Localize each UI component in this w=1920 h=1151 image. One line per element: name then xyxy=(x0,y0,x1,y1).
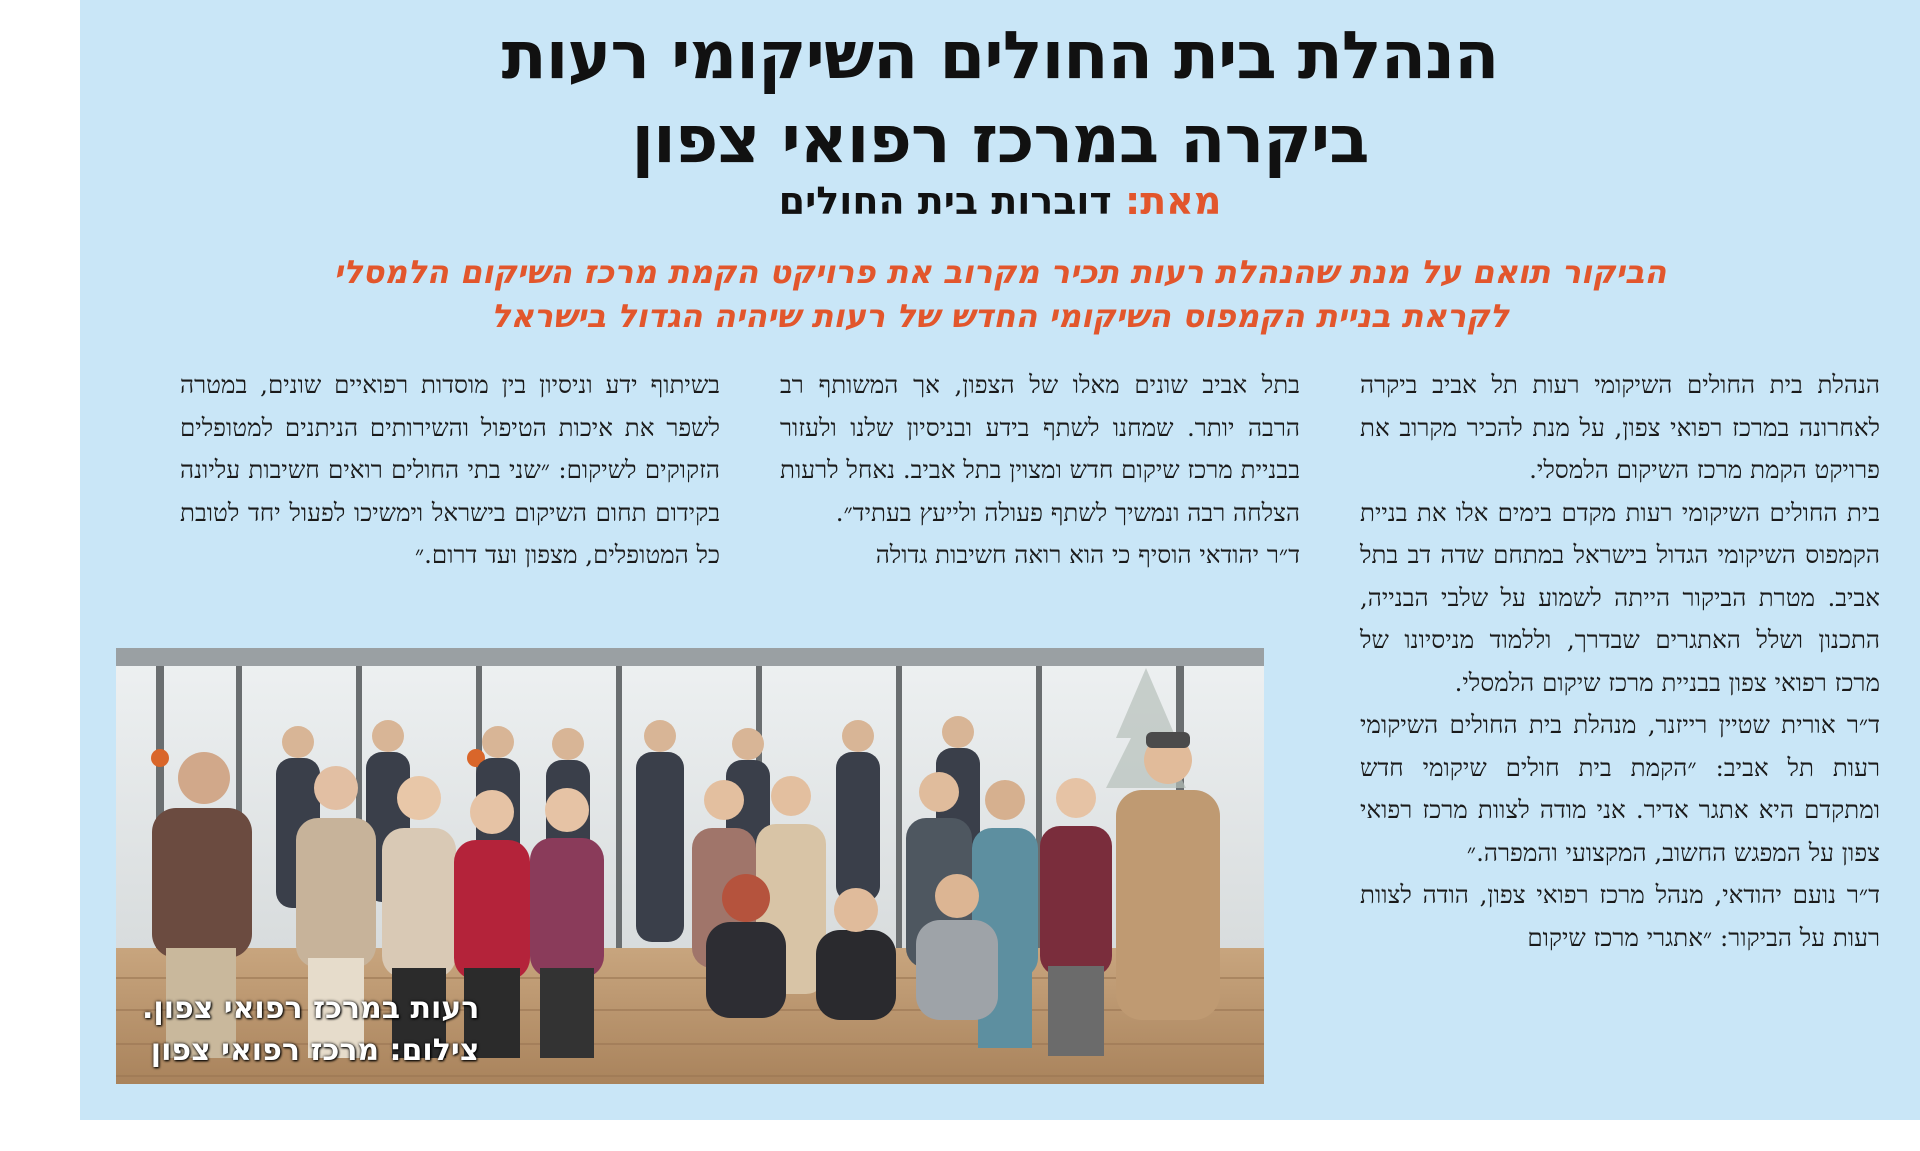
photo-caption-credit: צילום: מרכז רפואי צפון xyxy=(150,1033,480,1068)
headline-line-2: ביקרה במרכז רפואי צפון xyxy=(631,101,1369,178)
lede xyxy=(200,250,1800,338)
byline-author: דוברות בית החולים xyxy=(778,179,1112,223)
body-paragraph: בשיתוף ידע וניסיון בין מוסדות רפואיים שונים, במטרה לשפר את איכות הטיפול והשירותים הניתנים למטופלים הזקוקים לשיקום: ״שני בתי החולים רואים חשיבות עליונה בקידום תחום השיקום בישראל וימשיכו לפעול יחד לטובת כל המטופלים, מצפון ועד דרום.״ xyxy=(180,370,720,569)
photo-caption-line-1: רעות במרכז רפואי צפון. xyxy=(142,991,480,1026)
body-paragraph: ד״ר יהודאי הוסיף כי הוא רואה חשיבות גדולה xyxy=(875,540,1300,569)
article-page xyxy=(80,0,1920,1120)
lede-line-2: לקראת בניית הקמפוס השיקומי החדש של רעות שיהיה הגדול בישראל xyxy=(491,297,1509,335)
body-column-right xyxy=(1360,364,1880,959)
body-paragraph: בתל אביב שונים מאלו של הצפון, אך המשותף רב הרבה יותר. שמחנו לשתף בידע ובניסיון שלנו ולעזור בבניית מרכז שיקום חדש ומצוין בתל אביב. נאחל לרעות הצלחה רבה ונמשיך לשתף פעולה ולייעץ בעתיד״. xyxy=(780,370,1300,527)
lede-line-1: הביקור תואם על מנת שהנהלת רעות תכיר מקרוב את פרויקט הקמת מרכז השיקום הלמסלי xyxy=(333,253,1667,291)
headline xyxy=(80,14,1920,182)
headline-line-1: הנהלת בית החולים השיקומי רעות xyxy=(501,17,1499,94)
body-paragraph: ד״ר אורית שטיין רייזנר, מנהלת בית החולים השיקומי רעות תל אביב: ״הקמת בית חולים שיקומי חדש ומתקדם היא אתגר אדיר. אני מודה לצוות מרכז רפואי צפון על המפגש החשוב, המקצועי והמפרה.״ xyxy=(1360,710,1880,867)
body-column-left xyxy=(180,364,720,577)
byline-prefix: מאת: xyxy=(1125,179,1222,223)
body-paragraph: בית החולים השיקומי רעות מקדם בימים אלו את בניית הקמפוס השיקומי הגדול בישראל במתחם שדה דב בתל אביב. מטרת הביקור הייתה לשמוע על שלבי הבנייה, התכנון ושלל האתגרים שבדרך, וללמוד מניסיונו של מרכז רפואי צפון בבניית מרכז שיקום הלמסלי. xyxy=(1360,497,1880,697)
byline xyxy=(80,178,1920,224)
body-paragraph: הנהלת בית החולים השיקומי רעות תל אביב ביקרה לאחרונה במרכז רפואי צפון, על מנת להכיר מקרוב את פרויקט הקמת מרכז השיקום הלמסלי. xyxy=(1360,370,1880,484)
body-paragraph: ד״ר נועם יהודאי, מנהל מרכז רפואי צפון, הודה לצוות רעות על הביקור: ״אתגרי מרכז שיקום xyxy=(1360,880,1880,952)
photo-caption xyxy=(142,988,479,1072)
body-column-middle xyxy=(780,364,1300,577)
